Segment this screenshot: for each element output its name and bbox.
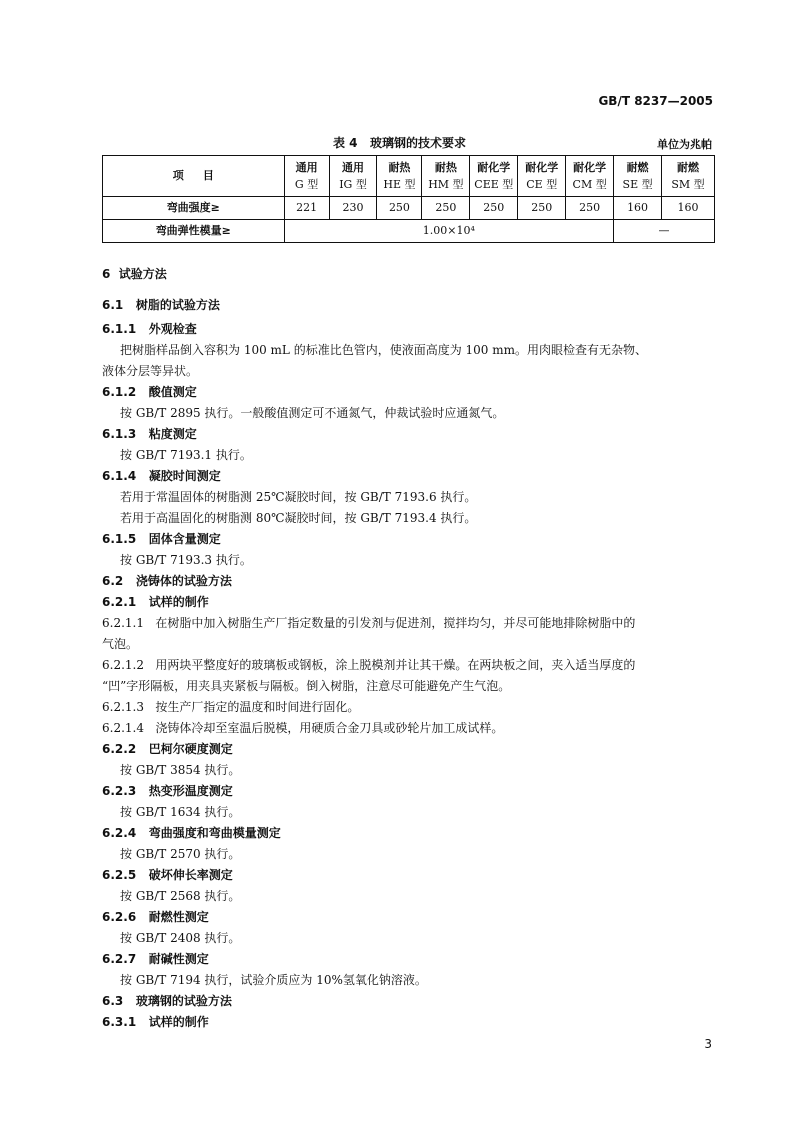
table-cell: 160	[662, 197, 715, 220]
col-header-ig: 通用 IG 型	[329, 156, 377, 197]
section-heading: 6.3 玻璃钢的试验方法	[102, 994, 232, 1008]
paragraph: 把树脂样品倒入容积为 100 mL 的标准比色管内，使液面高度为 100 mm。用肉眼检查有无杂物、	[120, 343, 647, 357]
row-label-flexural-strength: 弯曲强度≥	[103, 197, 285, 220]
technical-requirements-table	[102, 155, 715, 243]
paragraph: 6.2.1.4 浇铸体冷却至室温后脱模，用硬质合金刀具或砂轮片加工成试样。	[102, 721, 504, 735]
paragraph: 按 GB/T 2568 执行。	[120, 889, 241, 903]
table-header-row	[103, 156, 715, 197]
section-heading: 6 试验方法	[102, 267, 167, 281]
section-heading: 6.2.3 热变形温度测定	[102, 784, 233, 798]
col-header-cm: 耐化学 CM 型	[566, 156, 614, 197]
paragraph: 按 GB/T 3854 执行。	[120, 763, 241, 777]
section-heading: 6.1.2 酸值测定	[102, 385, 197, 399]
col-header-hm: 耐热 HM 型	[422, 156, 470, 197]
section-heading: 6.1.5 固体含量测定	[102, 532, 221, 546]
paragraph: 按 GB/T 2570 执行。	[120, 847, 241, 861]
section-heading: 6.2.6 耐燃性测定	[102, 910, 209, 924]
paragraph: “凹”字形隔板，用夹具夹紧板与隔板。倒入树脂，注意尽可能避免产生气泡。	[102, 679, 511, 693]
section-heading: 6.3.1 试样的制作	[102, 1015, 209, 1029]
section-heading: 6.2.4 弯曲强度和弯曲模量测定	[102, 826, 281, 840]
page-number: 3	[704, 1037, 712, 1051]
standard-code: GB/T 8237—2005	[598, 94, 713, 108]
table-row	[103, 220, 715, 243]
table-cell: 250	[566, 197, 614, 220]
paragraph: 按 GB/T 7194 执行，试验介质应为 10%氢氧化钠溶液。	[120, 973, 427, 987]
col-header-sm: 耐燃 SM 型	[662, 156, 715, 197]
table-caption: 表 4 玻璃钢的技术要求	[332, 136, 467, 150]
item-header: 项 目	[103, 156, 285, 197]
section-heading: 6.2.5 破坏伸长率测定	[102, 868, 233, 882]
paragraph: 按 GB/T 2408 执行。	[120, 931, 241, 945]
table-cell: 250	[518, 197, 566, 220]
table-cell: 250	[377, 197, 422, 220]
section-heading: 6.1.3 粘度测定	[102, 427, 197, 441]
table-cell: 250	[422, 197, 470, 220]
col-header-g: 通用 G 型	[284, 156, 329, 197]
paragraph: 液体分层等异状。	[102, 364, 199, 378]
section-heading: 6.2.1 试样的制作	[102, 595, 209, 609]
table-cell: 160	[614, 197, 662, 220]
table-cell: 221	[284, 197, 329, 220]
section-heading: 6.2.2 巴柯尔硬度测定	[102, 742, 233, 756]
paragraph: 气泡。	[102, 637, 139, 651]
section-heading: 6.1.1 外观检查	[102, 322, 197, 336]
table-unit: 单位为兆帕	[657, 138, 712, 151]
paragraph: 6.2.1.2 用两块平整度好的玻璃板或钢板，涂上脱模剂并让其干燥。在两块板之间，夹入适当厚度的	[102, 658, 636, 672]
col-header-he: 耐热 HE 型	[377, 156, 422, 197]
col-header-ce: 耐化学 CE 型	[518, 156, 566, 197]
section-heading: 6.2.7 耐碱性测定	[102, 952, 209, 966]
table-cell-merged: 1.00×10⁴	[284, 220, 614, 243]
table-cell: 250	[470, 197, 518, 220]
paragraph: 按 GB/T 1634 执行。	[120, 805, 241, 819]
section-heading: 6.1 树脂的试验方法	[102, 298, 220, 312]
paragraph: 若用于常温固体的树脂测 25℃凝胶时间，按 GB/T 7193.6 执行。	[120, 490, 477, 504]
col-header-cee: 耐化学 CEE 型	[470, 156, 518, 197]
paragraph: 6.2.1.3 按生产厂指定的温度和时间进行固化。	[102, 700, 360, 714]
paragraph: 按 GB/T 7193.3 执行。	[120, 553, 252, 567]
table-cell: —	[614, 220, 715, 243]
row-label-flexural-modulus: 弯曲弹性模量≥	[103, 220, 285, 243]
col-header-se: 耐燃 SE 型	[614, 156, 662, 197]
table-cell: 230	[329, 197, 377, 220]
paragraph: 按 GB/T 7193.1 执行。	[120, 448, 252, 462]
section-heading: 6.1.4 凝胶时间测定	[102, 469, 221, 483]
table-row	[103, 197, 715, 220]
paragraph: 6.2.1.1 在树脂中加入树脂生产厂指定数量的引发剂与促进剂，搅拌均匀，并尽可能地排除树脂中的	[102, 616, 636, 630]
paragraph: 按 GB/T 2895 执行。一般酸值测定可不通氮气，仲裁试验时应通氮气。	[120, 406, 505, 420]
section-heading: 6.2 浇铸体的试验方法	[102, 574, 232, 588]
paragraph: 若用于高温固化的树脂测 80℃凝胶时间，按 GB/T 7193.4 执行。	[120, 511, 477, 525]
